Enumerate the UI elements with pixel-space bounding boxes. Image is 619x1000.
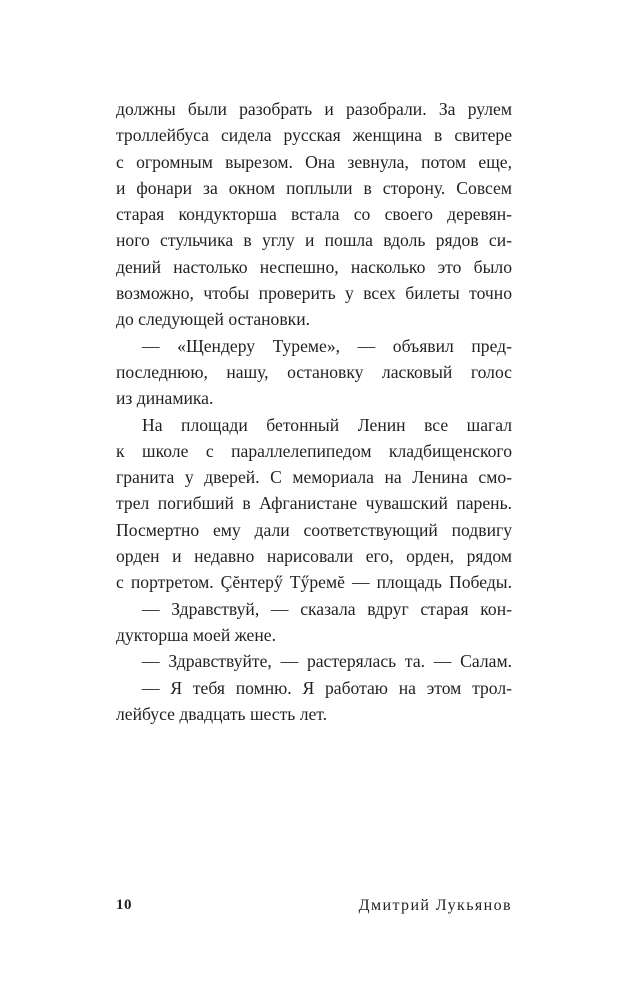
paragraph-6 — [116, 675, 512, 728]
text-line: — Здравствуй, — сказала вдруг старая кон- — [142, 598, 512, 619]
text-line: орден и недавно нарисовали его, орден, рядом — [116, 546, 512, 567]
text-line: — Я тебя помню. Я работаю на этом трол- — [142, 677, 512, 698]
paragraph-1 — [116, 96, 512, 333]
text-line: троллейбуса сидела русская женщина в свитере — [116, 125, 512, 146]
text-line: На площади бетонный Ленин все шагал — [142, 414, 512, 435]
text-line: с огромным вырезом. Она зевнула, потом еще, — [116, 151, 512, 172]
running-head: Дмитрий Лукьянов — [358, 897, 512, 914]
text-line: дений настолько неспешно, насколько это было — [116, 256, 512, 277]
body-text — [116, 96, 512, 727]
page-number: 10 — [116, 897, 132, 913]
text-line: из динамика. — [116, 388, 214, 409]
page-footer — [116, 897, 512, 921]
text-line: до следующей остановки. — [116, 309, 311, 330]
paragraph-5 — [116, 648, 512, 674]
text-line: ного стульчика в углу и пошла вдоль рядов си- — [116, 230, 512, 251]
paragraph-2 — [116, 333, 512, 412]
text-line: возможно, чтобы проверить у всех билеты точно — [116, 283, 512, 304]
text-line: трел погибший в Афганистане чувашский парень. — [116, 493, 512, 514]
text-line: должны были разобрать и разобрали. За рулем — [116, 99, 512, 119]
text-line: — Здравствуйте, — растерялась та. — Салам. — [142, 651, 512, 672]
paragraph-3 — [116, 412, 512, 596]
paragraph-4 — [116, 596, 512, 649]
text-line: и фонари за окном поплыли в сторону. Совсем — [116, 177, 512, 198]
text-line: к школе с параллелепипедом кладбищенского — [116, 440, 512, 461]
text-line: с портретом. Çĕнтерӳ Тӳремĕ — площадь Победы. — [116, 572, 512, 593]
text-line: гранита у дверей. С мемориала на Ленина смо- — [116, 467, 512, 488]
text-line: лейбусе двадцать шесть лет. — [116, 703, 328, 724]
text-line: последнюю, нашу, остановку ласковый голос — [116, 361, 512, 382]
text-line: дукторша моей жене. — [116, 624, 276, 645]
text-line: Посмертно ему дали соответствующий подвигу — [116, 519, 512, 540]
text-line: старая кондукторша встала со своего деревян- — [116, 204, 512, 225]
text-line: — «Щендеру Туреме», — объявил пред- — [142, 335, 512, 356]
